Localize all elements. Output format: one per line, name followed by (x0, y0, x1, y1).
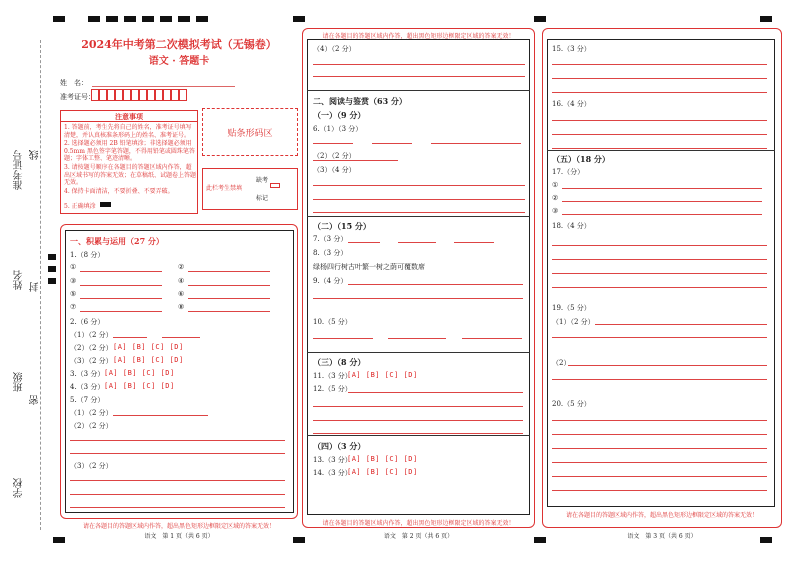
answer-line[interactable] (552, 462, 767, 463)
question-number: 3.（3 分） (70, 370, 105, 378)
absent-checkbox[interactable] (270, 183, 280, 188)
question-number: （1）（2 分） (70, 409, 113, 417)
blank-marker: ③ (552, 207, 559, 215)
answer-line[interactable] (313, 199, 525, 200)
answer-line[interactable] (454, 242, 494, 243)
answer-line[interactable] (80, 311, 162, 312)
choice-options[interactable]: [A] [B] [C] [D] (347, 371, 418, 379)
absent-label: 此栏考生禁填 (206, 185, 243, 192)
question-number: （3）（4 分） (313, 166, 356, 174)
blank-marker: ① (70, 263, 77, 271)
question-number: 20.（5 分） (552, 400, 591, 408)
blank-marker: ② (552, 194, 559, 202)
answer-line[interactable] (552, 490, 767, 491)
answer-line[interactable] (313, 76, 525, 77)
answer-line[interactable] (313, 298, 523, 299)
section-heading: 一、积累与运用（27 分） (70, 236, 164, 246)
part-heading: （三）（8 分） (313, 357, 366, 367)
question-number: （1）（2 分） (552, 318, 595, 326)
answer-line[interactable] (313, 406, 523, 407)
timing-mark (534, 16, 546, 22)
timing-mark (106, 16, 118, 22)
name-label: 姓 名： (60, 79, 88, 87)
blank-marker: ① (552, 181, 559, 189)
divider (547, 150, 775, 151)
divider (307, 435, 530, 436)
answer-line[interactable] (348, 242, 380, 243)
answer-line[interactable] (552, 92, 767, 93)
question-number: 1.（8 分） (70, 251, 105, 259)
question-number: 15.（3 分） (552, 45, 591, 53)
page-footer: 语文 第 3 页（共 6 页） (627, 533, 697, 540)
warning-text: 请在各题目的答题区域内作答，超出黑色矩形边框限定区域的答案无效！ (82, 523, 275, 530)
timing-mark (160, 16, 172, 22)
choice-options[interactable]: [A] [B] [C] [D] (347, 468, 418, 476)
timing-mark (88, 16, 100, 22)
answer-line[interactable] (313, 420, 523, 421)
question-number: 16.（4 分） (552, 100, 591, 108)
question-number: （2）（2 分） (70, 344, 113, 352)
answer-line[interactable] (552, 476, 767, 477)
divider (307, 90, 530, 91)
answer-line[interactable] (70, 480, 285, 481)
answer-line[interactable] (552, 434, 767, 435)
timing-mark (293, 16, 305, 22)
warning-text: 请在各题目的答题区域内作答，超出黑色矩形边框限定区域的答案无效！ (565, 512, 758, 519)
question-number: 10.（5 分） (313, 318, 352, 326)
name-field[interactable] (92, 86, 235, 87)
page-subtitle: 语文 · 答题卡 (148, 56, 210, 67)
timing-mark (196, 16, 208, 22)
answer-line[interactable] (552, 134, 767, 135)
page-title: 2024年中考第二次模拟考试（无锡卷） (81, 38, 277, 51)
answer-line[interactable] (80, 271, 162, 272)
binding-label: 姓名 (14, 270, 25, 290)
answer-line[interactable] (313, 212, 525, 213)
answer-line[interactable] (552, 420, 767, 421)
answer-line[interactable] (348, 284, 523, 285)
answer-line[interactable] (162, 337, 200, 338)
answer-line[interactable] (462, 338, 522, 339)
question-number: 7.（3 分） (313, 235, 348, 243)
answer-line[interactable] (313, 160, 398, 161)
answer-line[interactable] (313, 338, 373, 339)
question-number: （1）（2 分） (70, 331, 113, 339)
timing-mark (760, 16, 772, 22)
answer-line[interactable] (552, 448, 767, 449)
question-number: 14.（3 分） (313, 469, 352, 477)
part-heading: （二）（15 分） (313, 221, 371, 231)
choice-options[interactable]: [A] [B] [C] [D] (104, 382, 175, 390)
id-number-boxes[interactable] (91, 89, 187, 101)
question-number: 8.（3 分） (313, 249, 348, 257)
divider (307, 216, 530, 217)
question-number: （2） (552, 359, 571, 367)
answer-line[interactable] (70, 494, 285, 495)
answer-line[interactable] (113, 337, 147, 338)
part-heading: （五）（18 分） (552, 154, 610, 164)
notice-title: 注意事项 (115, 112, 143, 121)
question-number: 19.（5 分） (552, 304, 591, 312)
answer-line[interactable] (552, 379, 767, 380)
divider (307, 352, 530, 353)
filled-example-mark (100, 202, 111, 207)
blank-marker: ④ (178, 277, 185, 285)
question-number: 18.（4 分） (552, 222, 591, 230)
answer-line[interactable] (552, 337, 767, 338)
answer-line[interactable] (562, 188, 762, 189)
question-number: 17.（分） (552, 168, 585, 176)
answer-line[interactable] (70, 453, 285, 454)
answer-line[interactable] (562, 214, 762, 215)
part-heading: （四）（3 分） (313, 441, 366, 451)
answer-line[interactable] (552, 120, 767, 121)
answer-line[interactable] (188, 271, 270, 272)
binding-label: 准考证号 (14, 150, 25, 190)
notice-item: 3. 请按题号顺序在各题目的答题区域内作答，超出区域书写的答案无效；在草稿纸、试题卷上答题无效。 (64, 164, 197, 186)
answer-line[interactable] (388, 338, 446, 339)
binding-label: 学校 (14, 478, 25, 498)
answer-line[interactable] (188, 285, 270, 286)
warning-text: 请在各题目的答题区域内作答，超出黑色矩形边框限定区域的答案无效！ (322, 520, 515, 527)
binding-label: 班级 (14, 372, 25, 392)
absent-mark-label: 缺考 (256, 177, 269, 184)
answer-line[interactable] (80, 298, 162, 299)
choice-options[interactable]: [A] [B] [C] [D] (113, 343, 184, 351)
question-number: 6.（1）（3 分） (313, 125, 363, 133)
answer-line[interactable] (398, 242, 436, 243)
choice-options[interactable]: [A] [B] [C] [D] (104, 369, 175, 377)
answer-line[interactable] (70, 507, 285, 508)
blank-marker: ③ (70, 277, 77, 285)
answer-line[interactable] (372, 143, 412, 144)
notice-item: 2. 选择题必须用 2B 铅笔填涂；非选择题必须用 0.5mm 黑色签字笔答题，不得用铅笔或圆珠笔答题；字体工整、笔迹清晰。 (64, 140, 195, 162)
answer-line[interactable] (188, 298, 270, 299)
answer-line[interactable] (552, 287, 767, 288)
blank-marker: ⑧ (178, 303, 185, 311)
notice-item: 1. 答题前，考生先将自己的姓名，准考证号填写清楚，并认真核准条形码上的姓名、准考证号。 (64, 124, 192, 139)
answer-line[interactable] (348, 392, 523, 393)
sentence-to-punctuate: 绿杨四行树古叶繁一树之荫可覆数席 (313, 263, 425, 271)
question-number: （3）（2 分） (70, 357, 113, 365)
binding-label: 密 (30, 395, 41, 405)
question-number: 5.（7 分） (70, 396, 105, 404)
choice-options[interactable]: [A] [B] [C] [D] (113, 356, 184, 364)
binding-label: 封 (30, 282, 41, 292)
timing-mark (48, 278, 56, 284)
answer-line[interactable] (313, 64, 525, 65)
warning-text: 请在各题目的答题区域内作答，超出黑色矩形边框限定区域的答案无效！ (322, 33, 515, 40)
question-number: （4）（2 分） (313, 45, 356, 53)
question-number: （2）（2 分） (70, 422, 113, 430)
page-footer: 语文 第 2 页（共 6 页） (383, 533, 454, 540)
timing-mark (142, 16, 154, 22)
answer-line[interactable] (113, 415, 208, 416)
timing-mark (48, 254, 56, 260)
notice-fill-example: 5. 正确填涂 (64, 203, 96, 210)
answer-line[interactable] (562, 201, 762, 202)
blank-marker: ⑥ (178, 290, 185, 298)
answer-line[interactable] (70, 440, 285, 441)
notice-title-underline (60, 121, 198, 122)
answer-line[interactable] (313, 185, 525, 186)
blank-marker: ⑦ (70, 303, 77, 311)
blank-marker: ⑤ (70, 290, 77, 298)
timing-mark (124, 16, 136, 22)
answer-line[interactable] (188, 311, 270, 312)
answer-line[interactable] (595, 324, 767, 325)
section-heading: 二、阅读与鉴赏（63 分） (313, 96, 407, 106)
absent-mark-label: 标记 (256, 195, 269, 202)
question-number: 12.（5 分） (313, 385, 352, 393)
answer-line[interactable] (552, 273, 767, 274)
answer-line[interactable] (552, 259, 767, 260)
answer-line[interactable] (552, 78, 767, 79)
notice-item: 4. 保持卡面清洁，不要折叠、不要弄破。 (64, 188, 174, 195)
question-number: 13.（3 分） (313, 456, 352, 464)
answer-line[interactable] (313, 143, 353, 144)
question-number: 11.（3 分） (313, 372, 352, 380)
answer-line[interactable] (552, 245, 767, 246)
timing-mark (53, 16, 65, 22)
timing-mark (178, 16, 190, 22)
part-heading: （一）（9 分） (313, 110, 366, 120)
answer-line[interactable] (80, 285, 162, 286)
question-number: （3）（2 分） (70, 462, 113, 470)
answer-line[interactable] (552, 64, 767, 65)
id-label: 准考证号： (60, 93, 95, 101)
page-footer: 语文 第 1 页（共 6 页） (144, 533, 214, 540)
answer-line[interactable] (568, 365, 767, 366)
blank-marker: ② (178, 263, 185, 271)
question-number: 9.（4 分） (313, 277, 348, 285)
binding-label: 线 (30, 150, 41, 160)
question-number: 2.（6 分） (70, 318, 105, 326)
timing-mark (48, 266, 56, 272)
barcode-label: 贴条形码区 (227, 129, 273, 139)
question-number: 4.（3 分） (70, 383, 105, 391)
question-number: （2）（2 分） (313, 152, 356, 160)
answer-line[interactable] (431, 143, 521, 144)
answer-line[interactable] (313, 433, 523, 434)
choice-options[interactable]: [A] [B] [C] [D] (347, 455, 418, 463)
answer-line[interactable] (552, 148, 767, 149)
